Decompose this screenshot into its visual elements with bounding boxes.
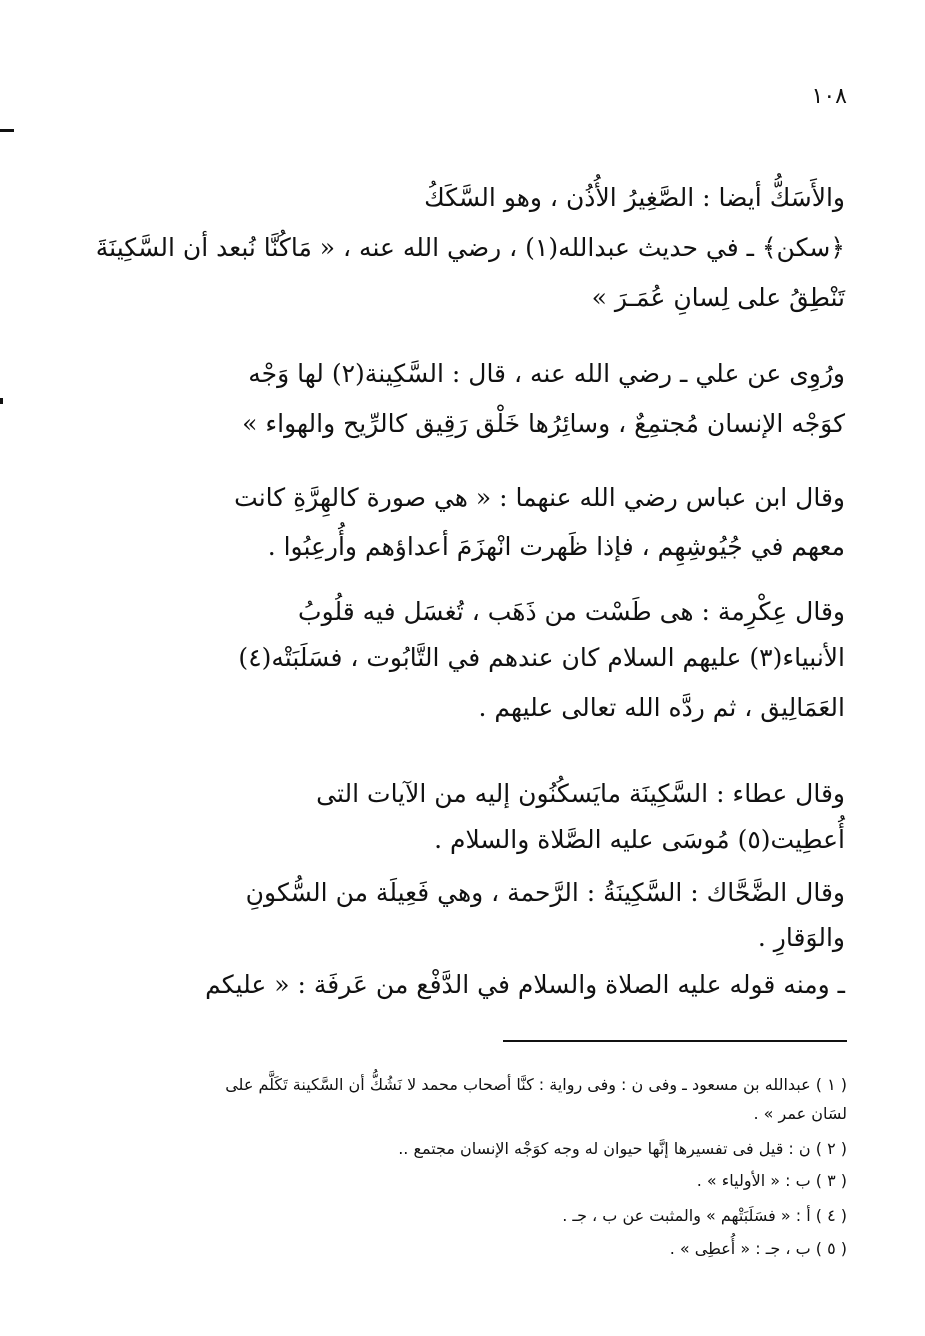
body-line: ورُوِى عن علي ـ رضي الله عنه ، قال : السَّكِينة(٢) لها وَجْه bbox=[248, 359, 845, 388]
body-line: العَمَالِيق ، ثم ردَّه الله تعالى عليهم . bbox=[478, 693, 845, 722]
footnote: ( ٣ ) ب : « الأولياء » . bbox=[696, 1171, 847, 1190]
footnote: ( ٢ ) ن : قيل فى تفسيرها إنَّها حيوان له وجه كوَجْه الإنسان مجتمع .. bbox=[398, 1139, 847, 1158]
body-line: وقال عطاء : السَّكِينَة مايَسكُنُون إليه من الآيات التى bbox=[316, 779, 845, 808]
body-line: ﴿سكن﴾ ـ في حديث عبدالله(١) ، رضي الله عنه ، « مَاكُنَّا نُبعد أن السَّكِينَةَ bbox=[95, 233, 845, 262]
margin-mark bbox=[0, 129, 14, 132]
body-line: ـ ومنه قوله عليه الصلاة والسلام في الدَّفْع من عَرفَة : « عليكم bbox=[205, 970, 845, 999]
footnote: ( ١ ) عبدالله بن مسعود ـ وفى ن : وفى رواية : كنَّا أصحاب محمد لا نَشُكُّ أن السَّكينة تَكَلَّم على bbox=[225, 1075, 847, 1094]
footnote: ( ٤ ) أ : « فسَلَبَتْهم » والمثبت عن ب ، جـ . bbox=[562, 1206, 847, 1225]
body-line: تَنْطِقُ على لِسانِ عُمَـرَ » bbox=[591, 283, 845, 312]
body-line: أُعطِيت(٥) مُوسَى عليه الصَّلاة والسلام . bbox=[434, 825, 845, 854]
body-line: والوَقارِ . bbox=[757, 923, 845, 952]
body-line: الأنبياء(٣) عليهم السلام كان عندهم في التَّابُوت ، فسَلَبَتْه(٤) bbox=[238, 643, 845, 672]
body-line: كوَجْه الإنسان مُجتمِعٌ ، وسائِرُها خَلْق رَقِيق كالرِّيح والهواء » bbox=[242, 409, 845, 438]
page-number: ١٠٨ bbox=[811, 84, 847, 109]
footnote-separator bbox=[503, 1040, 847, 1042]
body-line: وقال ابن عباس رضي الله عنهما : « هي صورة كالهِرَّةِ كانت bbox=[234, 483, 845, 512]
margin-mark bbox=[0, 398, 3, 404]
body-line: وقال الضَّحَّاك : السَّكِينَةُ : الرَّحمة ، وهي فَعِيلَة من السُّكونِ bbox=[245, 878, 845, 907]
body-line: معهم في جُيُوشِهِم ، فإذا ظَهرت انْهزَمَ أعداؤهم وأُرعِبُوا . bbox=[267, 532, 845, 561]
footnote: لسَان عمر » . bbox=[753, 1104, 847, 1123]
body-line: وقال عِكْرِمة : هى طَسْت من ذَهَب ، تُغسَل فيه قلُوبُ bbox=[298, 597, 845, 626]
footnote: ( ٥ ) ب ، جـ : « أُعطِى » . bbox=[669, 1239, 847, 1258]
body-line: والأَسَكُّ أيضا : الصَّغِيرُ الأُذُن ، وهو السَّكَكُ bbox=[424, 183, 845, 212]
